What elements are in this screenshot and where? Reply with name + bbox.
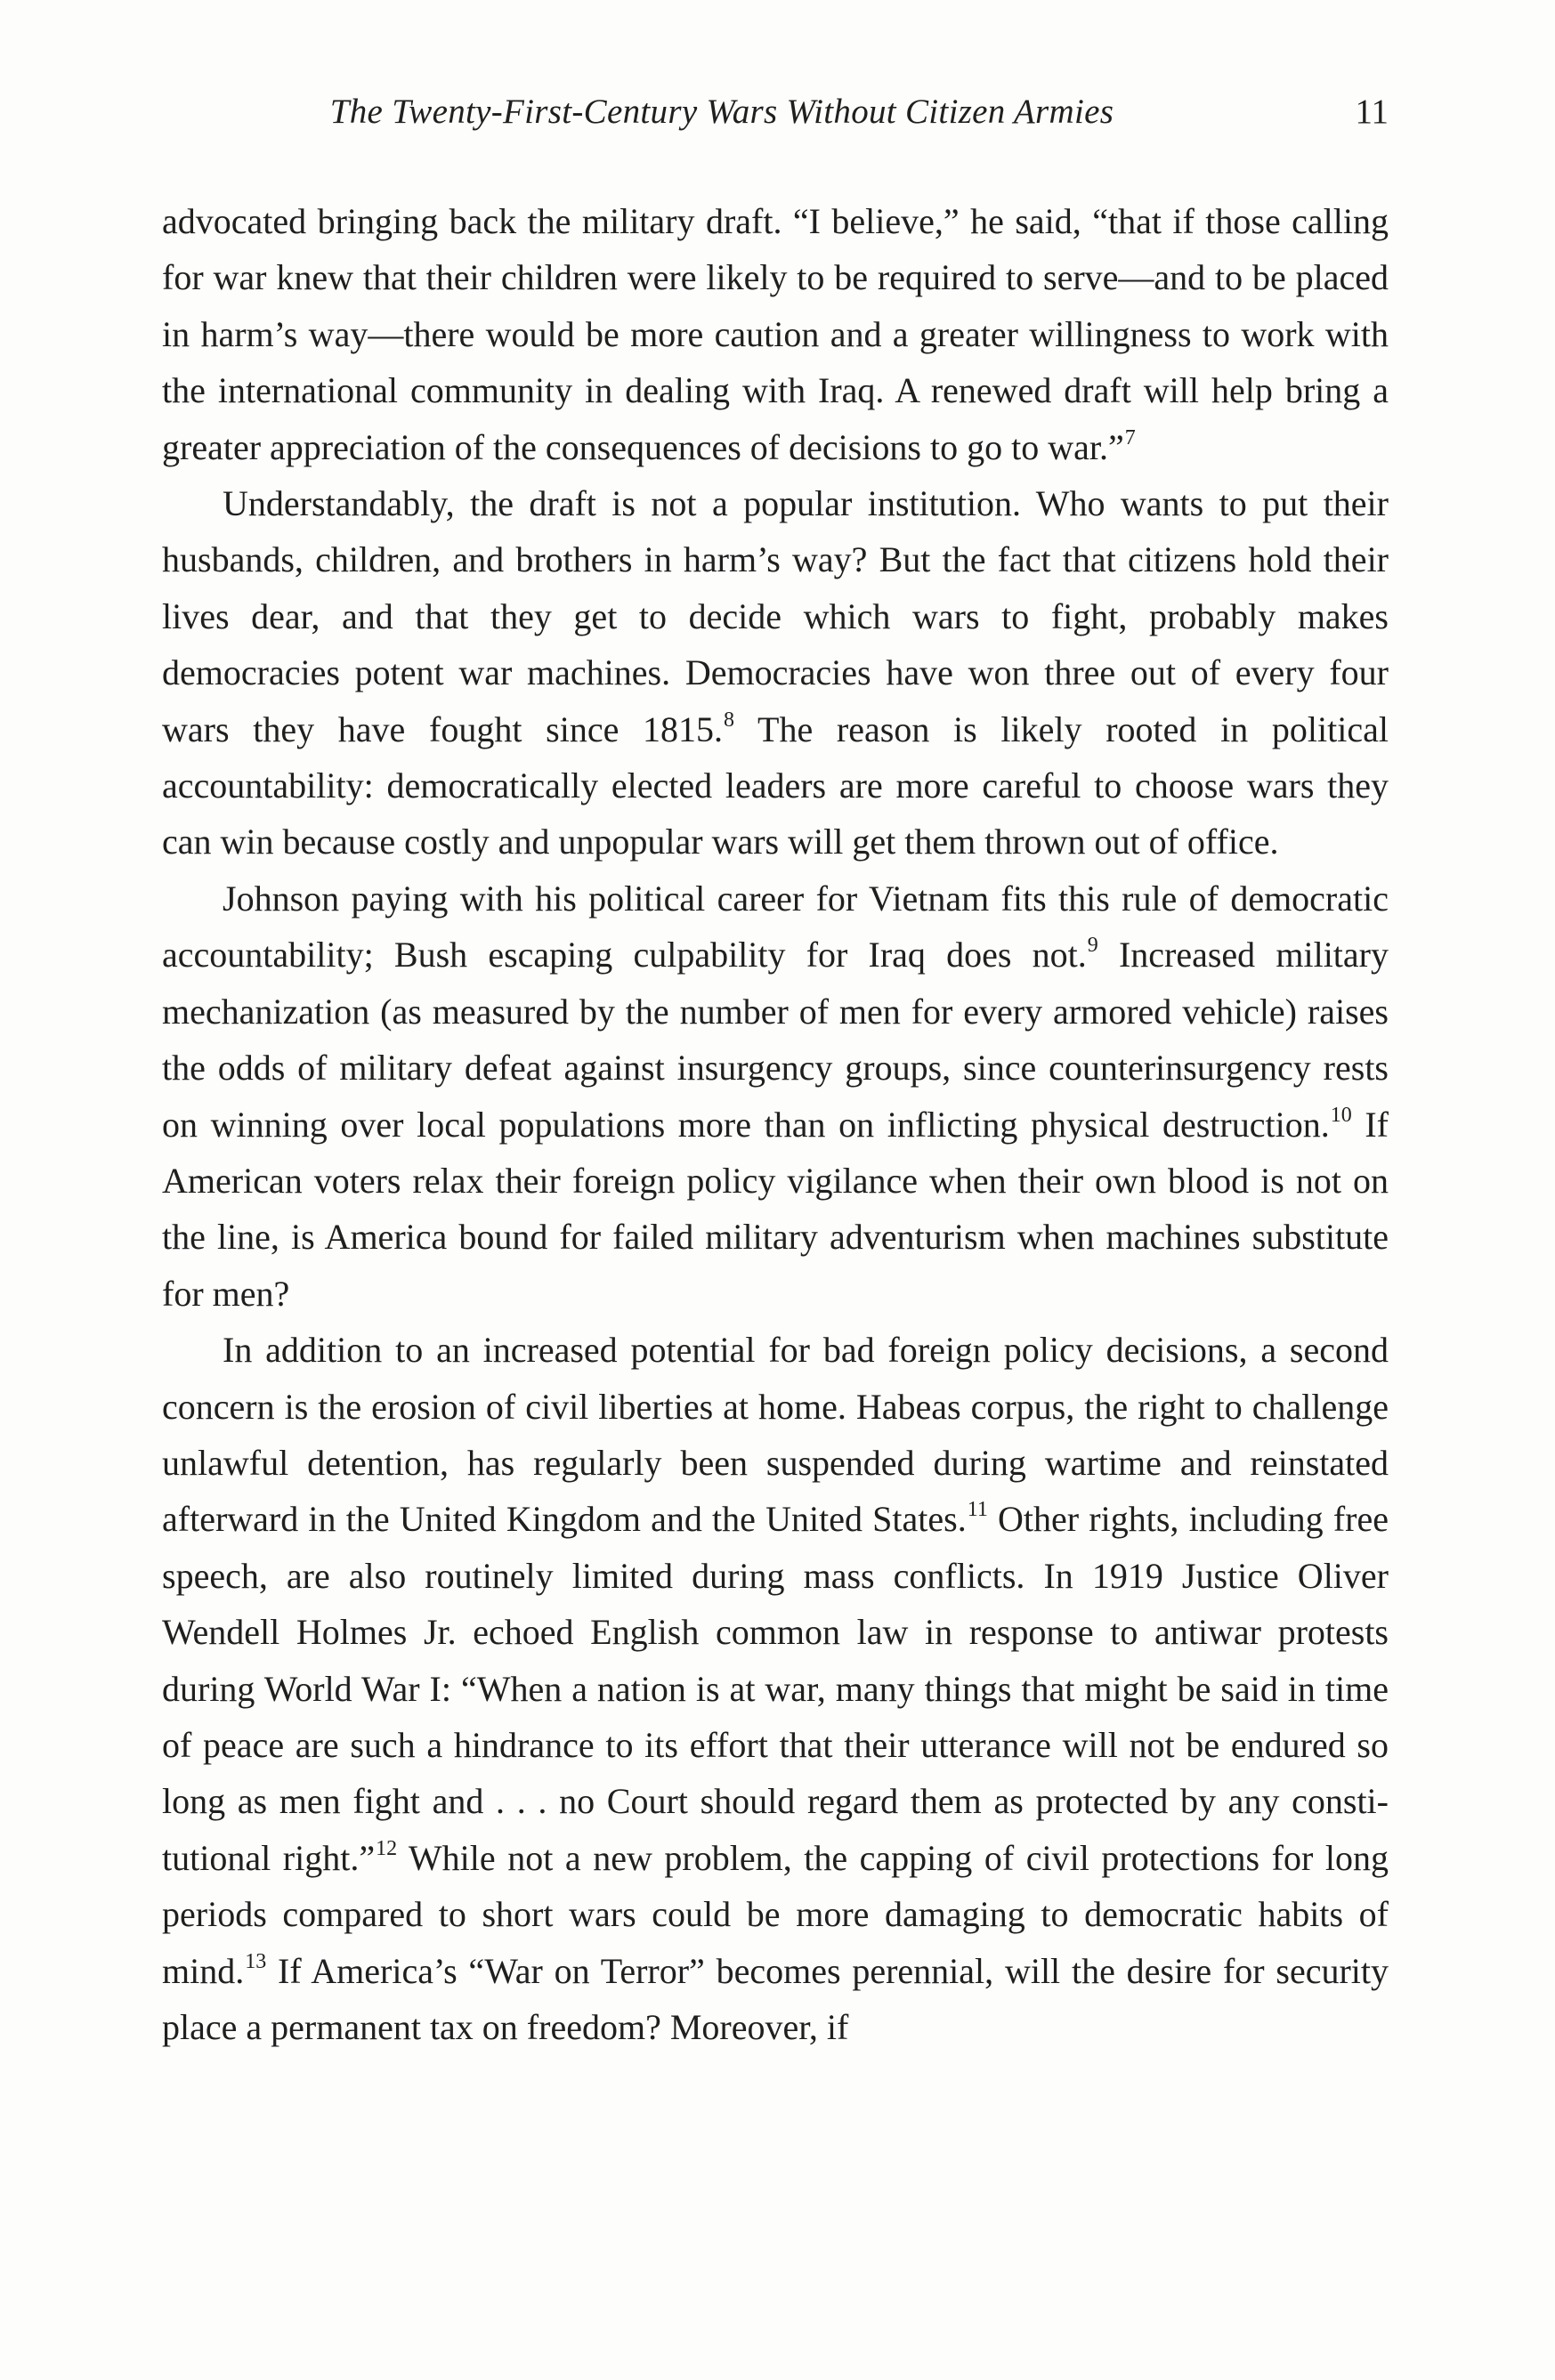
text-run: The reason is likely rooted in political accountability: democratically elected leaders are more careful to choose wars they can win because costly and unpopular wars will get them thrown out of office.: [162, 708, 1389, 862]
running-head-title: The Twenty-First-Century Wars Without Citizen Armies: [329, 93, 1114, 131]
text-run: If America’s “War on Terror” becomes perennial, will the desire for security place a permanent tax on freedom? Moreover, if: [162, 1950, 1389, 2047]
text-run: advocated bringing back the military draft. “I believe,” he said, “that if those calling for war knew that their children were likely to be required to serve—and to be placed in harm’s way—there would be more caution and a greater willingness to work with the international community in dealing with Iraq. A renewed draft will help bring a greater appreciation of the consequences of decisions to go to war.”: [162, 201, 1389, 467]
paragraph-4: [162, 1322, 1389, 2055]
text-run: Increased military mechanization (as measured by the number of men for every armored vehicle) raises the odds of military defeat against insurgency groups, since counterinsurgency rests on winning over local populations more than on inflicting physical destruction.: [162, 935, 1389, 1145]
footnote-ref-10: 10: [1330, 1103, 1352, 1127]
body-text: [162, 193, 1389, 2055]
footnote-ref-11: 11: [967, 1498, 988, 1522]
text-run: Understandably, the draft is not a popular institution. Who wants to put their husbands, children, and brothers in harm’s way? But the fact that citizens hold their lives dear, and that they get to decide which wars to fight, probably makes democracies potent war machines. Democracies have won three out of every four wars they have fought since 1815.: [162, 483, 1389, 749]
paragraph-1: [162, 193, 1389, 475]
paragraph-3: [162, 870, 1389, 1322]
footnote-ref-7: 7: [1124, 425, 1136, 449]
text-run: If American voters relax their foreign policy vigilance when their own blood is not on the line, is America bound for failed military adventurism when machines substitute for men?: [162, 1104, 1389, 1314]
page-number: 11: [1355, 93, 1389, 131]
text-run: Johnson paying with his political career for Vietnam fits this rule of democratic accountability; Bush escaping culpability for Iraq does not.: [162, 878, 1389, 975]
text-run: In addition to an increased potential for bad foreign policy decisions, a second concern is the erosion of civil liberties at home. Habeas corpus, the right to challenge unlawful detention, has regularly been suspended during wartime and reinstated afterward in the United Kingdom and the United States.: [162, 1330, 1389, 1540]
footnote-ref-13: 13: [245, 1949, 267, 1973]
footnote-ref-12: 12: [376, 1836, 398, 1860]
running-head: [162, 85, 1389, 139]
footnote-ref-9: 9: [1087, 934, 1098, 958]
text-run: Other rights, including free speech, are also routinely limited during mass conflicts. In 1919 Justice Oliver Wendell Holmes Jr. echoed English common law in response to antiwar protests during World War I: “When a nation is at war, many things that might be said in time of peace are such a hindrance to its effort that their utterance will not be endured so long as men fight and . . . no Court should regard them as protected by any constitutional right.”: [162, 1499, 1389, 1878]
footnote-ref-8: 8: [724, 708, 735, 732]
text-run: While not a new problem, the capping of civil protections for long periods compared to short wars could be more damaging to democratic habits of mind.: [162, 1837, 1389, 1991]
paragraph-2: [162, 475, 1389, 870]
